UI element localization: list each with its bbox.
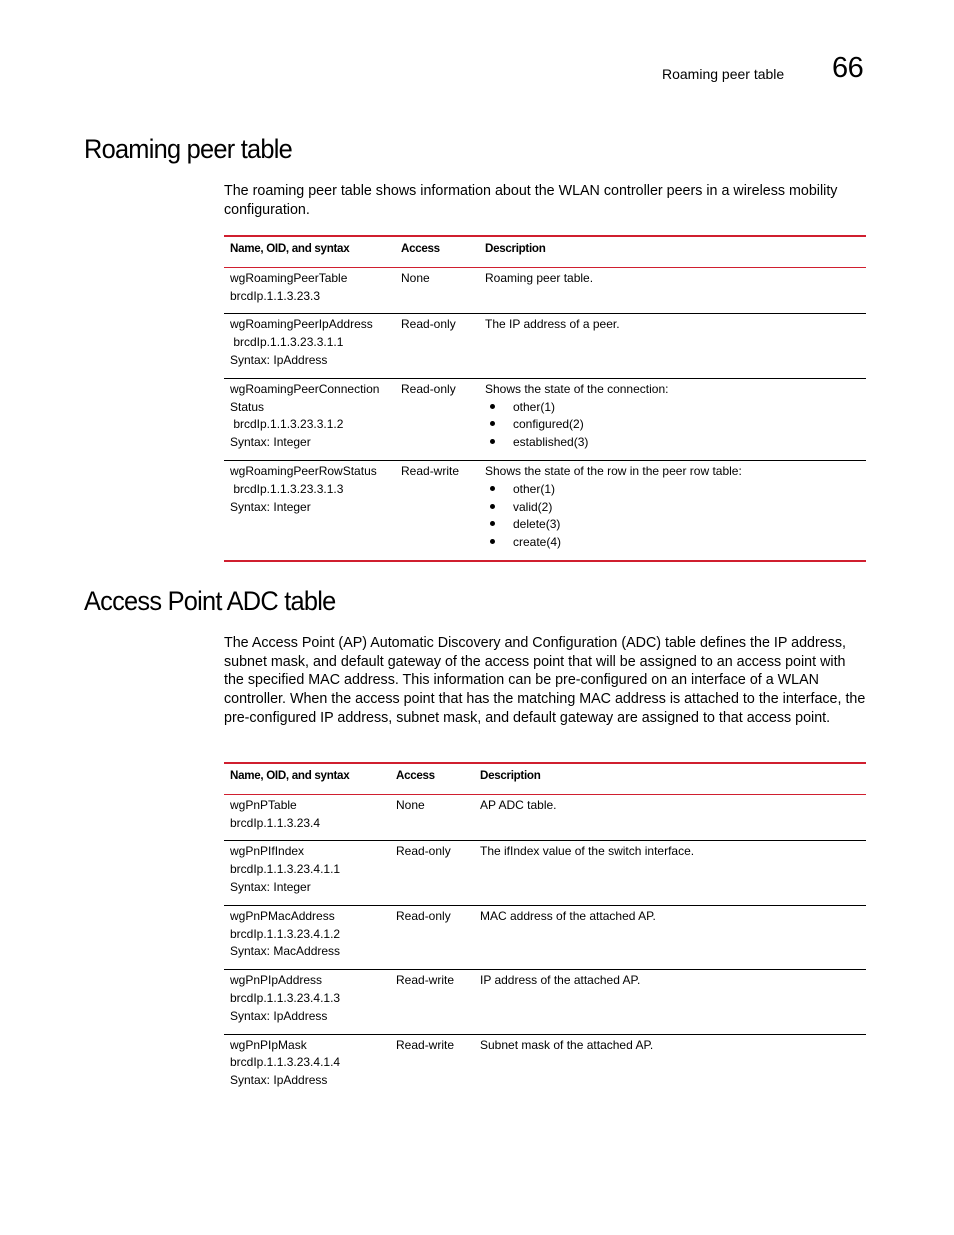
roaming-peer-mib-table (224, 235, 866, 562)
description-text: The IP address of a peer. (485, 317, 620, 332)
object-detail: brcdIp.1.1.3.23.3.1.1 (230, 335, 344, 350)
description-cell (474, 905, 866, 969)
object-name-cell (224, 841, 390, 905)
object-name: wgPnPMacAddress (230, 908, 335, 923)
table-body (224, 794, 866, 1098)
object-detail: Syntax: IpAddress (230, 1073, 328, 1088)
access-cell: Read-write (395, 460, 479, 560)
object-name: wgRoamingPeerTable (230, 270, 348, 285)
chapter-number: 66 (832, 52, 864, 84)
table-body (224, 267, 866, 561)
object-detail: brcdIp.1.1.3.23.4 (230, 815, 321, 830)
object-detail: Syntax: IpAddress (230, 352, 328, 367)
object-name: wgRoamingPeerIpAddress (230, 317, 373, 332)
object-name: wgRoamingPeerRowStatus (230, 463, 377, 478)
list-item: valid(2) (485, 499, 860, 517)
object-name-cell (224, 1034, 390, 1098)
table-row (224, 794, 866, 841)
object-detail: Syntax: IpAddress (230, 1008, 328, 1023)
access-cell: Read-only (395, 378, 479, 460)
description-cell (479, 267, 866, 314)
object-name: wgPnPIpAddress (230, 973, 323, 988)
access-cell: Read-write (390, 1034, 474, 1098)
table-row (224, 460, 866, 560)
object-name-cell (224, 378, 395, 460)
column-header-access: Access (390, 763, 474, 794)
description-cell (479, 460, 866, 560)
object-detail: brcdIp.1.1.3.23.4.1.1 (230, 862, 341, 877)
object-detail: brcdIp.1.1.3.23.4.1.3 (230, 990, 341, 1005)
object-name-cell (224, 794, 390, 841)
section-heading-roaming-peer-table: Roaming peer table (84, 134, 292, 164)
description-cell (474, 970, 866, 1034)
list-item: established(3) (485, 434, 860, 452)
table-row (224, 314, 866, 378)
list-item: configured(2) (485, 416, 860, 434)
access-cell: None (401, 270, 430, 285)
column-header-name: Name, OID, and syntax (224, 763, 390, 794)
section-intro-adc: The Access Point (AP) Automatic Discovery and Configuration (ADC) table defines the IP address, subnet mask, and default gateway of the access point that will be assigned to an access point with the specified MAC address. This information can be pre-configured on an interface of a WLAN controller. When the access point that has the matching MAC address is attached to the interface, the pre-configured IP address, subnet mask, and default gateway are assigned to that access point. (224, 635, 866, 726)
value-list (485, 481, 860, 552)
table-row (224, 378, 866, 460)
running-header (640, 52, 870, 92)
description-text: MAC address of the attached AP. (480, 908, 656, 923)
list-item: other(1) (485, 481, 860, 499)
object-detail: Status (230, 399, 265, 414)
description-text: Shows the state of the connection: (485, 381, 669, 396)
object-detail: brcdIp.1.1.3.23.4.1.4 (230, 1055, 341, 1070)
table-row (224, 841, 866, 905)
list-item: create(4) (485, 534, 860, 552)
object-detail: brcdIp.1.1.3.23.4.1.2 (230, 926, 341, 941)
table-row (224, 1034, 866, 1098)
column-header-description: Description (474, 763, 866, 794)
description-cell (474, 1034, 866, 1098)
access-cell: Read-only (390, 841, 474, 905)
table-header-row (224, 763, 866, 794)
object-detail: Syntax: Integer (230, 879, 311, 894)
access-cell: Read-only (390, 905, 474, 969)
object-detail: brcdIp.1.1.3.23.3.1.3 (230, 481, 344, 496)
object-detail: brcdIp.1.1.3.23.3 (230, 288, 321, 303)
access-point-adc-mib-table (224, 762, 866, 1098)
description-text: AP ADC table. (480, 797, 557, 812)
table-row (224, 267, 866, 314)
object-name-cell (224, 970, 390, 1034)
object-detail: Syntax: Integer (230, 499, 311, 514)
description-text: IP address of the attached AP. (480, 973, 641, 988)
object-name: wgPnPIpMask (230, 1037, 307, 1052)
section-intro-roaming: The roaming peer table shows information about the WLAN controller peers in a wireless mobility configuration. (224, 183, 838, 218)
table-header-row (224, 236, 866, 267)
object-name-cell (224, 314, 395, 378)
section-heading-access-point-adc-table: Access Point ADC table (84, 586, 336, 616)
running-title: Roaming peer table (662, 66, 785, 82)
object-name: wgRoamingPeerConnection (230, 381, 380, 396)
list-item: other(1) (485, 399, 860, 417)
object-name-cell (224, 905, 390, 969)
column-header-name: Name, OID, and syntax (224, 236, 395, 267)
object-name-cell (224, 460, 395, 560)
description-text: Subnet mask of the attached AP. (480, 1037, 654, 1052)
description-cell (479, 314, 866, 378)
description-text: Roaming peer table. (485, 270, 594, 285)
object-name: wgPnPIfIndex (230, 844, 305, 859)
column-header-description: Description (479, 236, 866, 267)
object-name: wgPnPTable (230, 797, 297, 812)
object-detail: Syntax: Integer (230, 435, 311, 450)
access-cell: Read-write (390, 970, 474, 1034)
description-cell (474, 794, 866, 841)
access-cell: None (396, 797, 425, 812)
object-detail: Syntax: MacAddress (230, 944, 341, 959)
column-header-access: Access (395, 236, 479, 267)
object-name-cell (224, 267, 395, 314)
table-row (224, 905, 866, 969)
description-cell (479, 378, 866, 460)
access-cell: Read-only (395, 314, 479, 378)
value-list (485, 399, 860, 452)
description-cell (474, 841, 866, 905)
description-text: The ifIndex value of the switch interface. (480, 844, 695, 859)
description-text: Shows the state of the row in the peer row table: (485, 463, 742, 478)
object-detail: brcdIp.1.1.3.23.3.1.2 (230, 417, 344, 432)
table-row (224, 970, 866, 1034)
list-item: delete(3) (485, 516, 860, 534)
